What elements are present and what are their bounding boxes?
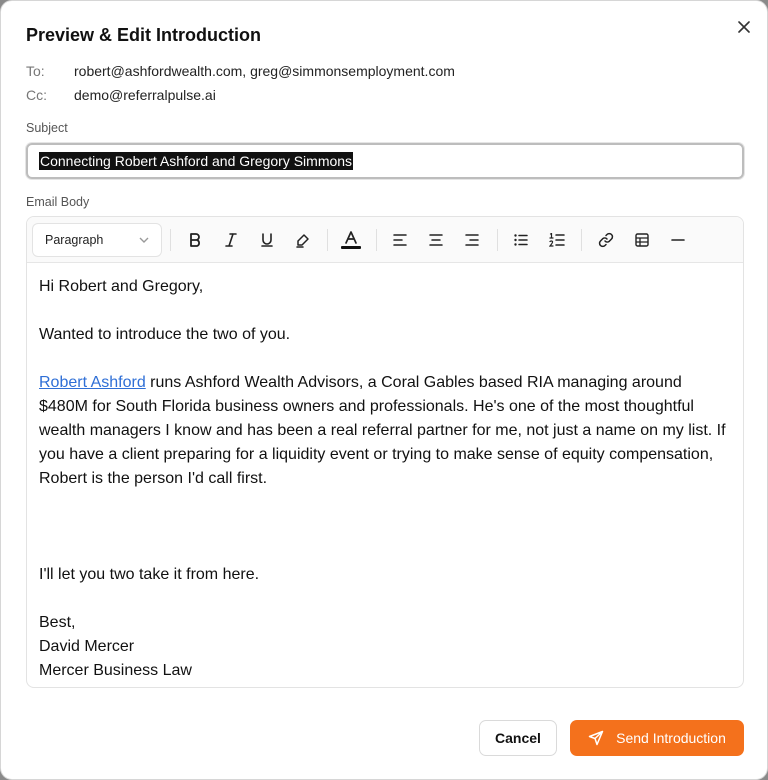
text-color-icon[interactable]	[340, 229, 362, 251]
rich-text-editor	[26, 216, 744, 688]
align-right-icon[interactable]	[461, 229, 483, 251]
intro-paragraph	[39, 371, 731, 491]
underline-icon[interactable]	[256, 229, 278, 251]
send-introduction-button[interactable]	[570, 720, 744, 756]
italic-icon[interactable]	[220, 229, 242, 251]
chevron-down-icon	[139, 237, 149, 243]
cc-row	[26, 87, 216, 103]
sender-company: Mercer Business Law	[39, 662, 192, 679]
link-icon[interactable]	[595, 229, 617, 251]
cc-label: Cc:	[26, 87, 47, 103]
send-icon	[588, 730, 604, 746]
block-format-select[interactable]	[32, 223, 162, 257]
editor-toolbar	[27, 217, 743, 263]
highlight-icon[interactable]	[292, 229, 314, 251]
horizontal-rule-icon[interactable]	[667, 229, 689, 251]
align-left-icon[interactable]	[389, 229, 411, 251]
cc-value: demo@referralpulse.ai	[74, 87, 216, 103]
closing-line: I'll let you two take it from here.	[39, 566, 260, 583]
greeting-line: Hi Robert and Gregory,	[39, 278, 204, 295]
email-body-input[interactable]	[27, 263, 743, 688]
subject-input[interactable]	[26, 143, 744, 179]
intro-paragraph-text: runs Ashford Wealth Advisors, a Coral Gables based RIA managing around $480M for South Florida business owners and professionals. He's one of the most thoughtful wealth managers I know and has been a real referral partner for me, not just a name on my list. If you have a client preparing for a liquidity event or trying to make sense of equity compensation, Robert is the person I'd call first.	[39, 374, 726, 487]
sender-name: David Mercer	[39, 638, 135, 655]
align-center-icon[interactable]	[425, 229, 447, 251]
subject-label: Subject	[26, 121, 68, 135]
cancel-button[interactable]: Cancel	[479, 720, 557, 756]
intro-line: Wanted to introduce the two of you.	[39, 326, 291, 343]
modal-title: Preview & Edit Introduction	[26, 25, 262, 45]
robert-ashford-link[interactable]: Robert Ashford	[39, 374, 146, 391]
numbered-list-icon[interactable]	[546, 229, 568, 251]
close-icon[interactable]	[733, 16, 755, 38]
table-icon[interactable]	[631, 229, 653, 251]
email-body-label: Email Body	[26, 195, 90, 209]
bold-icon[interactable]	[184, 229, 206, 251]
subject-selected-text: Connecting Robert Ashford and Gregory Simmons	[40, 153, 353, 169]
bullet-list-icon[interactable]	[510, 229, 532, 251]
to-row	[26, 63, 455, 79]
signoff-line: Best,	[39, 614, 76, 631]
to-label: To:	[26, 63, 45, 79]
to-value: robert@ashfordwealth.com, greg@simmonsemployment.com	[74, 63, 455, 79]
block-format-value: Paragraph	[45, 233, 104, 247]
send-button-label: Send Introduction	[616, 730, 726, 746]
